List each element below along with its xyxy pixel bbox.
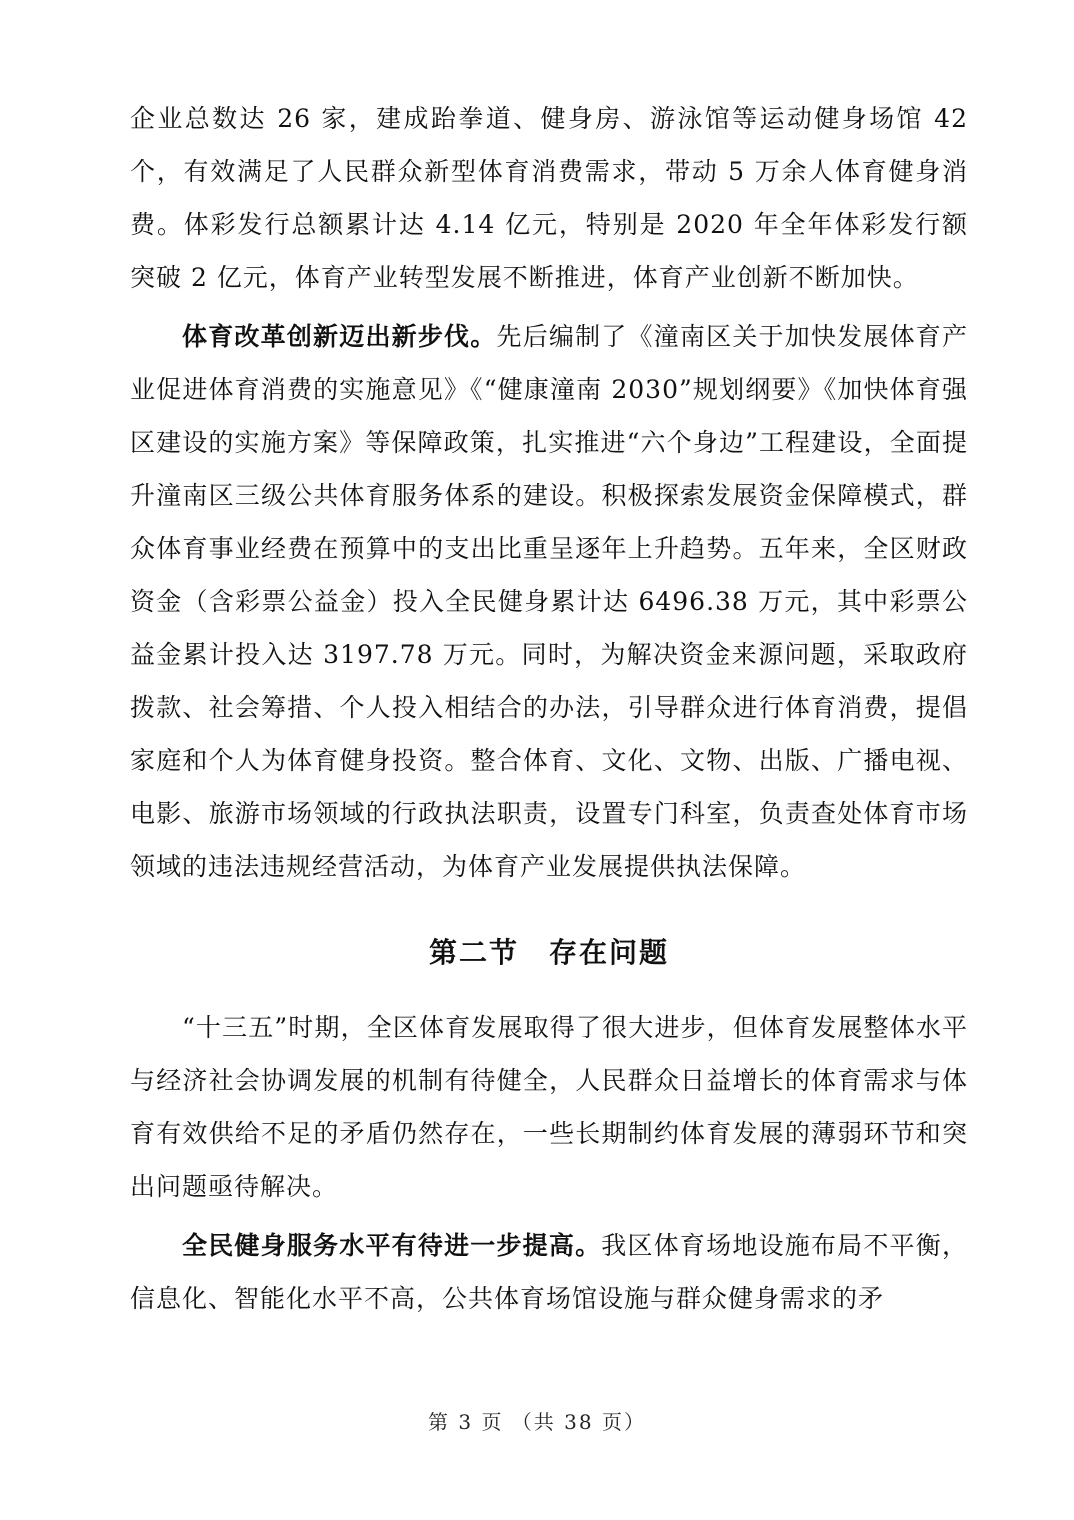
paragraph-reform [130,310,968,893]
paragraph-text: 我区体育场地设施布局不平衡，信息化、智能化水平不高，公共体育场馆设施与群众健身需求的矛 [130,1231,968,1313]
section-heading: 第二节 存在问题 [428,936,669,969]
paragraph-problems-intro [130,1001,968,1213]
paragraph-text: “十三五”时期，全区体育发展取得了很大进步，但体育发展整体水平与经济社会协调发展的机制有待健全，人民群众日益增长的体育需求与体育有效供给不足的矛盾仍然存在，一些长期制约体育发展的薄弱环节和突出问题亟待解决。 [130,1013,968,1201]
paragraph-fitness-service [130,1219,968,1325]
paragraph-lead: 全民健身服务水平有待进一步提高。 [182,1231,602,1260]
page-number-footer: 第 3 页 （共 38 页） [428,1410,646,1434]
paragraph-text: 先后编制了《潼南区关于加快发展体育产业促进体育消费的实施意见》《“健康潼南 2030”规划纲要》《加快体育强区建设的实施方案》等保障政策，扎实推进“六个身边”工程建设，全面提升潼南区三级公共体育服务体系的建设。积极探索发展资金保障模式，群众体育事业经费在预算中的支出比重呈逐年上升趋势。五年来，全区财政资金（含彩票公益金）投入全民健身累计达 6496.38 万元，其中彩票公益金累计投入达 3197.78 万元。同时，为解决资金来源问题，采取政府拨款、社会筹措、个人投入相结合的办法，引导群众进行体育消费，提倡家庭和个人为体育健身投资。整合体育、文化、文物、出版、广播电视、电影、旅游市场领域的行政执法职责，设置专门科室，负责查处体育市场领域的违法违规经营活动，为体育产业发展提供执法保障。 [130,322,968,881]
paragraph-continuation [130,92,968,304]
paragraph-lead: 体育改革创新迈出新步伐。 [182,322,497,351]
paragraph-text: 企业总数达 26 家，建成跆拳道、健身房、游泳馆等运动健身场馆 42 个，有效满足了人民群众新型体育消费需求，带动 5 万余人体育健身消费。体彩发行总额累计达 4.14 亿元，特别是 2020 年全年体彩发行额突破 2 亿元，体育产业转型发展不断推进，体育产业创新不断加快。 [130,104,968,292]
document-body [130,92,968,1325]
